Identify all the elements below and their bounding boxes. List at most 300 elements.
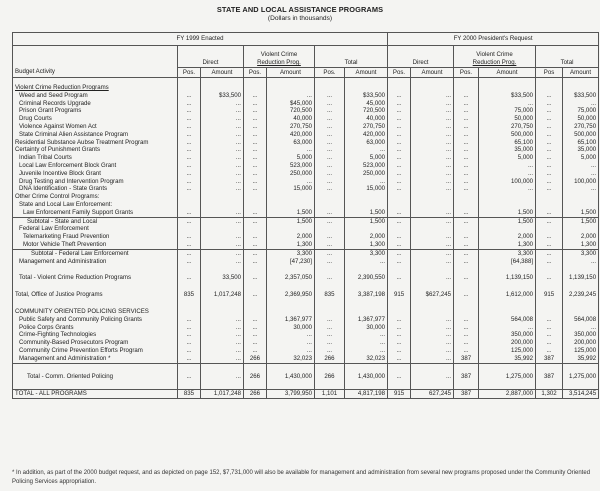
amount-cell: 564,008	[479, 316, 536, 324]
empty-cell	[388, 282, 411, 291]
amount-cell: ...	[201, 258, 244, 266]
amount-cell: 2,390,550	[345, 274, 388, 282]
col-header: Pos	[536, 68, 563, 78]
empty-cell	[563, 84, 599, 92]
pos-cell: 266	[315, 355, 345, 363]
pos-cell: ...	[178, 347, 201, 355]
amount-cell: ...	[411, 146, 454, 154]
amount-cell: ...	[267, 146, 315, 154]
pos-cell: 266	[244, 355, 267, 363]
pos-cell: ...	[178, 92, 201, 100]
amount-cell: ...	[345, 339, 388, 347]
empty-cell	[315, 299, 345, 308]
empty-cell	[345, 201, 388, 209]
empty-cell	[411, 193, 454, 201]
pos-cell: ...	[536, 274, 563, 282]
pos-cell: ...	[454, 154, 479, 162]
empty-cell	[479, 380, 536, 390]
pos-cell: ...	[388, 107, 411, 115]
pos-cell: ...	[244, 100, 267, 108]
pos-cell: ...	[244, 162, 267, 170]
table-row	[13, 258, 599, 266]
table-row	[13, 225, 599, 233]
pos-cell: 915	[388, 291, 411, 299]
amount-cell: 5,000	[267, 154, 315, 162]
budget-activity-header: Budget Activity	[13, 68, 178, 78]
amount-cell: ...	[201, 324, 244, 332]
amount-cell: 32,023	[345, 355, 388, 363]
pos-cell: 266	[244, 390, 267, 399]
pos-cell: 1,302	[536, 390, 563, 399]
table-row	[13, 331, 599, 339]
col-header: Amount	[563, 68, 599, 78]
pos-cell: ...	[536, 162, 563, 170]
pos-cell: ...	[454, 217, 479, 225]
row-label: Public Safety and Community Policing Grants	[13, 316, 178, 324]
amount-cell: ...	[201, 316, 244, 324]
pos-cell: ...	[454, 274, 479, 282]
section-title-vcrp: Violent Crime Reduction Programs	[13, 84, 178, 92]
amount-cell: 523,000	[345, 162, 388, 170]
empty-cell	[388, 225, 411, 233]
empty-cell	[411, 380, 454, 390]
pos-cell: ...	[315, 107, 345, 115]
table-row	[13, 291, 599, 299]
empty-cell	[536, 299, 563, 308]
empty-cell	[388, 308, 411, 316]
amount-cell: ...	[345, 331, 388, 339]
pos-cell: ...	[536, 217, 563, 225]
pos-cell: ...	[244, 324, 267, 332]
fy2000-header: FY 2000 President's Request	[388, 33, 599, 46]
amount-cell: 3,300	[345, 249, 388, 257]
empty-cell	[411, 201, 454, 209]
pos-cell: ...	[315, 115, 345, 123]
amount-cell: ...	[479, 162, 536, 170]
empty-cell	[454, 84, 479, 92]
table-row	[13, 154, 599, 162]
empty-cell	[536, 225, 563, 233]
pos-cell: ...	[536, 185, 563, 193]
amount-cell: 35,000	[479, 146, 536, 154]
row-label: Motor Vehicle Theft Prevention	[13, 241, 178, 249]
amount-cell: ...	[201, 170, 244, 178]
amount-cell: $627,245	[411, 291, 454, 299]
section-title-cops: COMMUNITY ORIENTED POLICING SERVICES	[13, 308, 178, 316]
amount-cell: 3,300	[563, 249, 599, 257]
amount-cell: 1,500	[345, 217, 388, 225]
table-row	[13, 178, 599, 186]
empty-cell	[563, 225, 599, 233]
row-label: Community Crime Prevention Efforts Program	[13, 347, 178, 355]
amount-cell: ...	[201, 146, 244, 154]
amount-cell: ...	[411, 162, 454, 170]
amount-cell: 350,000	[479, 331, 536, 339]
amount-cell: 1,500	[345, 209, 388, 217]
pos-cell: ...	[536, 154, 563, 162]
empty-cell	[244, 363, 267, 373]
pos-cell: ...	[178, 139, 201, 147]
empty-cell	[454, 193, 479, 201]
empty-cell	[345, 265, 388, 274]
amount-cell: 200,000	[563, 339, 599, 347]
pos-cell: ...	[536, 170, 563, 178]
pos-cell: ...	[178, 373, 201, 381]
amount-cell: 75,000	[479, 107, 536, 115]
pos-cell: ...	[388, 146, 411, 154]
row-label: Other Crime Control Programs:	[13, 193, 178, 201]
amount-cell: 35,992	[479, 355, 536, 363]
amount-cell: ...	[411, 139, 454, 147]
amount-cell: 1,500	[267, 217, 315, 225]
amount-cell: ...	[201, 139, 244, 147]
amount-cell: 523,000	[267, 162, 315, 170]
amount-cell: 35,992	[563, 355, 599, 363]
pos-cell: ...	[178, 209, 201, 217]
empty-cell	[244, 299, 267, 308]
empty-cell	[479, 265, 536, 274]
vcrp-header-2000: Violent Crime Reduction Prog.	[454, 46, 536, 68]
amount-cell: 1,367,977	[345, 316, 388, 324]
empty-cell	[267, 225, 315, 233]
table-row	[13, 217, 599, 225]
row-label: Federal Law Enforcement	[13, 225, 178, 233]
empty-cell	[201, 380, 244, 390]
fy1999-header: FY 1999 Enacted	[13, 33, 388, 46]
row-label: State Criminal Alien Assistance Program	[13, 131, 178, 139]
pos-cell: ...	[315, 178, 345, 186]
pos-cell: ...	[536, 178, 563, 186]
row-label: Total - Violent Crime Reduction Programs	[13, 274, 178, 282]
empty-cell	[454, 299, 479, 308]
amount-cell: 2,000	[479, 233, 536, 241]
empty-cell	[388, 299, 411, 308]
empty-cell	[178, 225, 201, 233]
empty-cell	[563, 265, 599, 274]
table-row	[13, 241, 599, 249]
row-label: Total - Comm. Oriented Policing	[13, 373, 178, 381]
amount-cell: 1,500	[563, 209, 599, 217]
amount-cell: 2,239,245	[563, 291, 599, 299]
amount-cell: [47,230]	[267, 258, 315, 266]
amount-cell: 1,139,150	[479, 274, 536, 282]
direct-header-2000: Direct	[388, 46, 454, 68]
pos-cell: ...	[315, 123, 345, 131]
empty-cell	[201, 225, 244, 233]
empty-cell	[244, 282, 267, 291]
row-label: Subtotal - State and Local	[13, 217, 178, 225]
pos-cell: ...	[178, 162, 201, 170]
amount-cell: ...	[563, 100, 599, 108]
pos-cell: ...	[536, 139, 563, 147]
amount-cell: 270,750	[479, 123, 536, 131]
empty-cell	[454, 265, 479, 274]
empty-cell	[315, 225, 345, 233]
col-header: Pos.	[315, 68, 345, 78]
pos-cell: ...	[536, 107, 563, 115]
empty-cell	[345, 363, 388, 373]
pos-cell: ...	[388, 355, 411, 363]
empty-cell	[479, 201, 536, 209]
pos-cell: ...	[536, 209, 563, 217]
pos-cell: ...	[178, 115, 201, 123]
document-title: STATE AND LOCAL ASSISTANCE PROGRAMS	[216, 5, 384, 14]
amount-cell: 1,500	[479, 217, 536, 225]
empty-cell	[267, 265, 315, 274]
amount-cell: 1,430,000	[345, 373, 388, 381]
amount-cell: 65,100	[479, 139, 536, 147]
amount-cell: ...	[201, 347, 244, 355]
pos-cell: ...	[178, 170, 201, 178]
col-header: Pos.	[454, 68, 479, 78]
amount-cell: ...	[201, 331, 244, 339]
empty-cell	[479, 225, 536, 233]
table-row	[13, 355, 599, 363]
amount-cell: 2,000	[563, 233, 599, 241]
table-row	[13, 249, 599, 257]
empty-cell	[345, 299, 388, 308]
amount-cell: ...	[411, 154, 454, 162]
amount-cell: ...	[201, 217, 244, 225]
amount-cell: ...	[563, 170, 599, 178]
pos-cell: ...	[244, 131, 267, 139]
amount-cell: 3,514,245	[563, 390, 599, 399]
pos-cell: ...	[244, 154, 267, 162]
pos-cell: ...	[454, 131, 479, 139]
pos-cell: ...	[454, 291, 479, 299]
amount-cell: ...	[411, 274, 454, 282]
empty-cell	[267, 282, 315, 291]
pos-cell: ...	[454, 331, 479, 339]
empty-cell	[454, 363, 479, 373]
empty-cell	[454, 225, 479, 233]
empty-cell	[563, 308, 599, 316]
pos-cell: ...	[388, 241, 411, 249]
col-header: Amount	[201, 68, 244, 78]
row-label: Indian Tribal Courts	[13, 154, 178, 162]
empty-cell	[201, 201, 244, 209]
pos-cell: ...	[244, 258, 267, 266]
pos-cell: ...	[454, 339, 479, 347]
pos-cell: ...	[388, 274, 411, 282]
pos-cell: ...	[178, 258, 201, 266]
empty-cell	[178, 193, 201, 201]
pos-cell: ...	[388, 339, 411, 347]
pos-cell: ...	[536, 316, 563, 324]
row-label: Certainty of Punishment Grants	[13, 146, 178, 154]
amount-cell: ...	[201, 249, 244, 257]
pos-cell: ...	[536, 115, 563, 123]
pos-cell: ...	[388, 258, 411, 266]
pos-cell: ...	[454, 324, 479, 332]
pos-cell: ...	[388, 233, 411, 241]
empty-cell	[536, 201, 563, 209]
amount-cell: 1,275,000	[563, 373, 599, 381]
amount-cell: ...	[345, 146, 388, 154]
empty-cell	[244, 308, 267, 316]
row-label: Management and Administration	[13, 258, 178, 266]
amount-cell: ...	[201, 162, 244, 170]
amount-cell: ...	[411, 107, 454, 115]
amount-cell: 350,000	[563, 331, 599, 339]
amount-cell: 1,430,000	[267, 373, 315, 381]
amount-cell: 250,000	[345, 170, 388, 178]
pos-cell: ...	[536, 146, 563, 154]
pos-cell: ...	[178, 131, 201, 139]
amount-cell: 1,500	[563, 217, 599, 225]
amount-cell: 30,000	[345, 324, 388, 332]
amount-cell: 100,000	[563, 178, 599, 186]
pos-cell: ...	[454, 107, 479, 115]
amount-cell: ...	[411, 249, 454, 257]
pos-cell: ...	[244, 107, 267, 115]
pos-cell: ...	[388, 347, 411, 355]
empty-cell	[315, 363, 345, 373]
amount-cell: 420,000	[345, 131, 388, 139]
pos-cell: ...	[454, 347, 479, 355]
amount-cell: ...	[411, 185, 454, 193]
amount-cell: ...	[345, 347, 388, 355]
empty-cell	[201, 363, 244, 373]
amount-cell: ...	[201, 100, 244, 108]
amount-cell: 40,000	[267, 115, 315, 123]
table-row	[13, 123, 599, 131]
amount-cell: 2,000	[345, 233, 388, 241]
amount-cell: 4,817,198	[345, 390, 388, 399]
pos-cell: ...	[178, 154, 201, 162]
empty-cell	[178, 201, 201, 209]
pos-cell: ...	[244, 233, 267, 241]
amount-cell: ...	[201, 185, 244, 193]
pos-cell: ...	[178, 178, 201, 186]
pos-cell: ...	[536, 131, 563, 139]
pos-cell: ...	[536, 100, 563, 108]
amount-cell: 125,000	[563, 347, 599, 355]
pos-cell: ...	[388, 92, 411, 100]
empty-cell	[315, 84, 345, 92]
row-label: Subtotal - Federal Law Enforcement	[13, 249, 178, 257]
amount-cell: 33,500	[201, 274, 244, 282]
direct-header-1999: Direct	[178, 46, 244, 68]
empty-cell	[411, 299, 454, 308]
amount-cell: 75,000	[563, 107, 599, 115]
empty-cell	[267, 363, 315, 373]
amount-cell: ...	[201, 107, 244, 115]
empty-cell	[267, 308, 315, 316]
amount-cell: ...	[201, 115, 244, 123]
empty-cell	[454, 282, 479, 291]
amount-cell: 45,000	[345, 100, 388, 108]
empty-cell	[479, 299, 536, 308]
pos-cell: ...	[388, 249, 411, 257]
amount-cell: 3,799,950	[267, 390, 315, 399]
empty-cell	[201, 84, 244, 92]
empty-cell	[201, 265, 244, 274]
total-header-2000: Total	[536, 46, 599, 68]
amount-cell: 627,245	[411, 390, 454, 399]
amount-cell: 35,000	[563, 146, 599, 154]
amount-cell: ...	[563, 258, 599, 266]
amount-cell: ...	[201, 131, 244, 139]
amount-cell: 15,000	[345, 185, 388, 193]
empty-cell	[244, 380, 267, 390]
pos-cell: ...	[244, 316, 267, 324]
amount-cell: 3,387,198	[345, 291, 388, 299]
pos-cell: ...	[536, 233, 563, 241]
empty-cell	[411, 84, 454, 92]
pos-cell: ...	[178, 316, 201, 324]
pos-cell: ...	[178, 339, 201, 347]
empty-cell	[411, 282, 454, 291]
empty-cell	[178, 363, 201, 373]
empty-cell	[479, 308, 536, 316]
row-label: Prison Grant Programs	[13, 107, 178, 115]
empty-cell	[388, 363, 411, 373]
col-header: Amount	[479, 68, 536, 78]
pos-cell: ...	[388, 131, 411, 139]
table-row	[13, 92, 599, 100]
pos-cell: ...	[178, 123, 201, 131]
empty-cell	[454, 380, 479, 390]
amount-cell: 720,500	[345, 107, 388, 115]
amount-cell: 3,300	[479, 249, 536, 257]
amount-cell: ...	[267, 347, 315, 355]
pos-cell: 387	[536, 355, 563, 363]
table-row	[13, 324, 599, 332]
table-row	[13, 274, 599, 282]
col-header: Amount	[267, 68, 315, 78]
pos-cell: ...	[315, 249, 345, 257]
amount-cell: 3,300	[267, 249, 315, 257]
pos-cell: ...	[454, 115, 479, 123]
amount-cell: ...	[201, 123, 244, 131]
pos-cell: 266	[244, 373, 267, 381]
row-label: Law Enforcement Family Support Grants	[13, 209, 178, 217]
pos-cell: ...	[454, 170, 479, 178]
amount-cell: $33,500	[563, 92, 599, 100]
pos-cell: ...	[454, 178, 479, 186]
empty-cell	[267, 201, 315, 209]
empty-cell	[267, 380, 315, 390]
pos-cell: ...	[244, 123, 267, 131]
pos-cell: ...	[178, 107, 201, 115]
empty-cell	[315, 282, 345, 291]
pos-cell: ...	[454, 139, 479, 147]
pos-cell: ...	[178, 100, 201, 108]
amount-cell: 1,500	[267, 209, 315, 217]
amount-cell: 564,008	[563, 316, 599, 324]
empty-cell	[536, 380, 563, 390]
pos-cell: ...	[315, 233, 345, 241]
pos-cell: ...	[178, 233, 201, 241]
pos-cell: ...	[244, 115, 267, 123]
header-blank	[13, 46, 178, 68]
amount-cell: ...	[411, 347, 454, 355]
amount-cell: 1,500	[479, 209, 536, 217]
vcrp-header-1999: Violent Crime Reduction Prog.	[244, 46, 315, 68]
pos-cell: ...	[178, 241, 201, 249]
empty-cell	[536, 84, 563, 92]
pos-cell: ...	[388, 139, 411, 147]
pos-cell: ...	[454, 185, 479, 193]
amount-cell: ...	[411, 131, 454, 139]
empty-cell	[178, 380, 201, 390]
amount-cell: ...	[411, 241, 454, 249]
amount-cell: 63,000	[345, 139, 388, 147]
pos-cell: ...	[454, 209, 479, 217]
amount-cell: ...	[411, 258, 454, 266]
pos-cell: ...	[244, 92, 267, 100]
